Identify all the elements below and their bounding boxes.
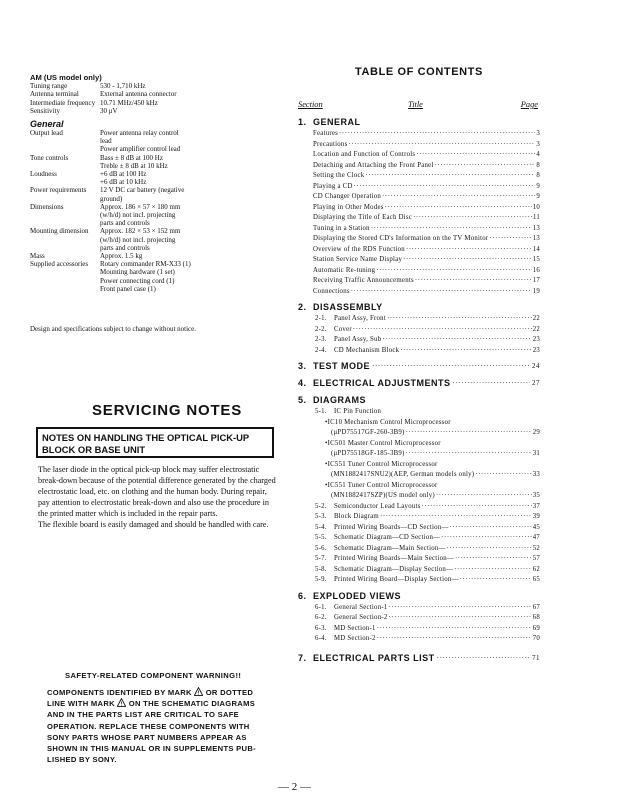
spec-label: Output lead bbox=[30, 129, 63, 138]
toc-entry-title: •IC10 Mechanism Control Microprocessor bbox=[325, 418, 451, 426]
toc-leader-dots bbox=[450, 523, 532, 534]
toc-entry bbox=[298, 460, 540, 471]
toc-leader-dots bbox=[460, 575, 532, 586]
general-spec-row bbox=[30, 227, 275, 252]
toc-entry-page: 14 bbox=[532, 245, 540, 253]
toc-leader-dots bbox=[437, 652, 530, 665]
page-number: — 2 — bbox=[278, 781, 311, 793]
safety-line: AND IN THE PARTS LIST ARE CRITICAL TO SAFE bbox=[47, 710, 240, 720]
toc-entry-title: Panel Assy, Sub bbox=[334, 336, 382, 343]
toc-col-section: Section bbox=[298, 100, 323, 109]
toc-entry-page: 39 bbox=[532, 513, 540, 520]
toc-entry-title: (μPD75517GF-260-3B9) bbox=[331, 429, 405, 436]
warning-triangle-icon bbox=[194, 687, 203, 696]
toc-entry-page: 33 bbox=[532, 471, 540, 478]
spec-value-line: +6 dB at 100 Hz bbox=[100, 170, 147, 179]
toc-leader-dots bbox=[400, 346, 531, 357]
toc-entry-title: IC Pin Function bbox=[334, 408, 382, 415]
spec-value bbox=[100, 186, 275, 202]
general-spec-row bbox=[30, 260, 275, 293]
toc-entry bbox=[298, 533, 540, 544]
toc-entry-title: Schematic Diagram—CD Section— bbox=[334, 534, 441, 541]
spec-value-line: Approx. 1.5 kg bbox=[100, 252, 143, 261]
toc-entry-page: 13 bbox=[532, 235, 540, 242]
toc-entry-page: 37 bbox=[532, 502, 540, 510]
toc-entry-page: 9 bbox=[536, 193, 540, 200]
toc-column-headers bbox=[298, 100, 538, 112]
toc-entry-code: 2-2. bbox=[315, 325, 327, 333]
toc-entry-title: Playing a CD bbox=[313, 182, 353, 190]
toc-entry bbox=[298, 502, 540, 513]
toc-entry bbox=[298, 554, 540, 565]
general-spec-row bbox=[30, 129, 275, 154]
toc-leader-dots bbox=[365, 171, 535, 182]
safety-lines bbox=[47, 709, 277, 765]
toc-entry bbox=[298, 314, 540, 325]
spec-value-line: Bass ± 8 dB at 100 Hz bbox=[100, 153, 163, 162]
toc-entry-title: Automatic Re-tuning bbox=[313, 266, 376, 274]
toc-leader-dots bbox=[453, 377, 530, 390]
spec-label: Tone controls bbox=[30, 153, 69, 162]
am-spec-row bbox=[30, 99, 275, 107]
toc-entry-code: 2-1. bbox=[315, 315, 327, 322]
toc-entry-title: Receiving Traffic Announcements bbox=[313, 277, 414, 284]
spec-value-line: Treble ± 8 dB at 10 kHz bbox=[100, 161, 168, 170]
toc-entry-page: 23 bbox=[532, 346, 540, 354]
toc-entry-title: Printed Wiring Board—Display Section— bbox=[334, 576, 459, 583]
toc-leader-dots bbox=[455, 554, 532, 565]
toc-entry-page: 68 bbox=[532, 614, 540, 621]
toc-entry bbox=[298, 325, 540, 336]
toc-leader-dots bbox=[389, 603, 532, 614]
toc-entry-page: 17 bbox=[532, 277, 540, 284]
spec-value-line: (w/h/d) not incl. projecting bbox=[100, 211, 176, 220]
toc-section-number: 1. bbox=[298, 117, 307, 127]
general-spec-row bbox=[30, 186, 275, 202]
toc-entry-code: 6-4. bbox=[315, 635, 327, 642]
toc-section-page: 71 bbox=[532, 653, 540, 662]
toc-section-title: GENERAL bbox=[313, 117, 361, 127]
toc-entry-page: 69 bbox=[532, 624, 540, 632]
toc-col-title: Title bbox=[408, 100, 423, 109]
toc-section-heading bbox=[298, 301, 540, 314]
toc-leader-dots bbox=[436, 491, 532, 502]
spec-label: Loudness bbox=[30, 170, 57, 179]
toc-entry-title: Setting the Clock bbox=[313, 172, 365, 179]
toc-entry bbox=[298, 449, 540, 460]
spec-value-line: lead bbox=[100, 137, 112, 146]
toc-section-page: 27 bbox=[532, 379, 540, 387]
toc-spacer bbox=[298, 645, 540, 652]
toc-entry-page: 35 bbox=[532, 492, 540, 499]
toc-leader-dots bbox=[454, 565, 532, 576]
toc-section-heading bbox=[298, 377, 540, 390]
toc-entry-page: 11 bbox=[532, 214, 540, 221]
toc-entry-title: Displaying the Stored CD's Information on the TV Monitor bbox=[313, 235, 489, 242]
general-spec-row bbox=[30, 154, 275, 170]
toc-entry-page: 16 bbox=[532, 266, 540, 274]
toc-entry-code: 5-2. bbox=[315, 502, 327, 510]
safety-line: SHOWN IN THIS MANUAL OR IN SUPPLEMENTS PUB- bbox=[47, 744, 256, 754]
toc-entry-page: 57 bbox=[532, 555, 540, 562]
general-spec-list bbox=[30, 129, 275, 293]
spec-value bbox=[100, 99, 275, 107]
toc-entry-page: 3 bbox=[536, 140, 540, 148]
am-spec-row bbox=[30, 82, 275, 90]
toc-entry-page: 65 bbox=[532, 576, 540, 583]
toc-entry-title: Precautions bbox=[313, 140, 348, 148]
toc-entry-title: Overview of the RDS Function bbox=[313, 245, 405, 253]
toc-entry-page: 8 bbox=[536, 172, 540, 179]
toc-entry-page: 3 bbox=[536, 130, 540, 137]
toc-leader-dots bbox=[406, 245, 532, 256]
toc-entry-page: 8 bbox=[536, 161, 540, 169]
spec-value-line: +6 dB at 10 kHz bbox=[100, 178, 147, 187]
safety-line: OPERATION. REPLACE THESE COMPONENTS WITH bbox=[47, 721, 250, 731]
toc-leader-dots bbox=[435, 161, 536, 172]
spec-label: Tuning range bbox=[30, 82, 68, 91]
spec-value-line: 10.71 MHz/450 kHz bbox=[100, 98, 158, 107]
notes-box-line-2: BLOCK OR BASE UNIT bbox=[42, 443, 146, 455]
toc-entry-title: MD Section-1 bbox=[334, 624, 376, 632]
toc-entry-code: 5-7. bbox=[315, 555, 327, 562]
spec-value-line: Approx. 182 × 53 × 152 mm bbox=[100, 227, 181, 236]
toc-leader-dots bbox=[353, 325, 532, 336]
toc-entry-code: 2-4. bbox=[315, 346, 327, 354]
spec-label: Antenna terminal bbox=[30, 90, 79, 99]
toc-entry-page: 70 bbox=[532, 635, 540, 642]
toc-entry-title: Cover bbox=[334, 325, 352, 333]
toc-entry bbox=[298, 171, 540, 182]
spec-value bbox=[100, 107, 275, 115]
spec-value-line: Front panel case (1) bbox=[100, 284, 156, 293]
toc-entry bbox=[298, 470, 540, 481]
safety-line-2: LINE WITH MARK ! ON THE SCHEMATIC DIAGRAMS bbox=[47, 699, 256, 709]
toc-entry bbox=[298, 150, 540, 161]
toc-section-number: 4. bbox=[298, 378, 307, 388]
toc-entry-title: CD Changer Operation bbox=[313, 193, 382, 200]
spec-value-line: Approx. 186 × 57 × 180 mm bbox=[100, 202, 181, 211]
toc-section-title: TEST MODE bbox=[313, 361, 371, 371]
spec-value bbox=[100, 90, 275, 98]
spec-change-note: Design and specifications subject to change without notice. bbox=[30, 325, 197, 333]
spec-label: Dimensions bbox=[30, 202, 64, 211]
spec-value bbox=[100, 227, 275, 252]
spec-label: Sensitivity bbox=[30, 106, 60, 115]
toc-entry-title: Printed Wiring Boards—Main Section— bbox=[334, 555, 454, 562]
spec-value-line: parts and controls bbox=[100, 219, 150, 228]
spec-label: Mounting dimension bbox=[30, 227, 89, 236]
toc-entry-page: 47 bbox=[532, 534, 540, 541]
toc-entry bbox=[298, 346, 540, 357]
toc-leader-dots bbox=[385, 203, 532, 214]
toc-section-title: DISASSEMBLY bbox=[313, 302, 383, 312]
toc-entry-page: 62 bbox=[532, 565, 540, 573]
toc-entry bbox=[298, 224, 540, 235]
toc-entry-page: 29 bbox=[532, 429, 540, 436]
toc-leader-dots bbox=[377, 634, 532, 645]
toc-entry-code: 5-4. bbox=[315, 523, 327, 531]
toc-entry bbox=[298, 544, 540, 555]
toc-entry-code: 5-6. bbox=[315, 544, 327, 552]
toc-entry-code: 6-1. bbox=[315, 603, 327, 611]
toc-entry bbox=[298, 255, 540, 266]
toc-entry-title: •IC551 Tuner Control Microprocessor bbox=[325, 460, 438, 468]
spec-label: Intermediate frequency bbox=[30, 98, 96, 107]
toc-entry bbox=[298, 634, 540, 645]
toc-entry-title: Panel Assy, Front bbox=[334, 315, 386, 322]
toc-leader-dots bbox=[415, 276, 532, 287]
toc-section-number: 5. bbox=[298, 395, 307, 405]
toc-section-number: 2. bbox=[298, 302, 307, 312]
toc-list bbox=[298, 116, 540, 665]
spec-label: Supplied accessories bbox=[30, 260, 89, 269]
toc-entry-code: 5-5. bbox=[315, 534, 327, 541]
spec-value bbox=[100, 129, 275, 154]
toc-entry-code: 5-8. bbox=[315, 565, 327, 573]
toc-section-title: ELECTRICAL ADJUSTMENTS bbox=[313, 378, 451, 388]
spec-value-line: Rotary commander RM-X33 (1) bbox=[100, 260, 191, 269]
toc-entry bbox=[298, 575, 540, 586]
toc-entry bbox=[298, 192, 540, 203]
flexible-board-paragraph: The flexible board is easily damaged and should be handled with care. bbox=[38, 520, 269, 529]
warning-triangle-icon bbox=[117, 698, 126, 707]
spec-value-line: ground) bbox=[100, 194, 123, 203]
toc-entry-title: Semiconductor Lead Layouts bbox=[334, 502, 421, 510]
safety-line: LISHED BY SONY. bbox=[47, 755, 117, 765]
toc-col-page: Page bbox=[520, 100, 538, 109]
spec-value-line: Power amplifier control lead bbox=[100, 145, 181, 154]
toc-entry-title: General Section-2 bbox=[334, 614, 388, 621]
toc-entry-page: 9 bbox=[536, 182, 540, 190]
toc-leader-dots bbox=[371, 224, 532, 235]
toc-entry-title: •IC501 Master Control Microprocessor bbox=[325, 439, 441, 447]
toc-entry bbox=[298, 245, 540, 256]
safety-warning-body bbox=[47, 687, 277, 765]
general-spec-row bbox=[30, 203, 275, 228]
toc-entry-page: 10 bbox=[532, 203, 540, 211]
spec-value-line: Mounting hardware (1 set) bbox=[100, 268, 175, 277]
toc-entry-title: Schematic Diagram—Main Section— bbox=[334, 544, 446, 552]
toc-leader-dots bbox=[406, 428, 532, 439]
optical-pickup-notes-box bbox=[36, 427, 274, 458]
toc-entry-page: 15 bbox=[532, 256, 540, 263]
toc-leader-dots bbox=[447, 544, 532, 555]
toc-leader-dots bbox=[413, 213, 532, 224]
toc-entry bbox=[298, 203, 540, 214]
toc-entry bbox=[298, 613, 540, 624]
toc-entry-code: 5-3. bbox=[315, 513, 327, 520]
toc-entry-code: 6-3. bbox=[315, 624, 327, 632]
toc-entry bbox=[298, 234, 540, 245]
spec-value bbox=[100, 82, 275, 90]
toc-entry-title: Station Service Name Display bbox=[313, 256, 403, 263]
general-spec-row bbox=[30, 170, 275, 186]
toc-entry bbox=[298, 140, 540, 151]
toc-leader-dots bbox=[382, 192, 535, 203]
spec-value-line: 530 - 1,710 kHz bbox=[100, 82, 146, 91]
spec-value-line: Power antenna relay control bbox=[100, 129, 179, 138]
toc-entry bbox=[298, 266, 540, 277]
toc-entry bbox=[298, 624, 540, 635]
toc-entry-page: 4 bbox=[536, 151, 540, 158]
toc-entry bbox=[298, 523, 540, 534]
toc-entry-code: 5-1. bbox=[315, 408, 327, 415]
toc-section-title: DIAGRAMS bbox=[313, 395, 366, 405]
toc-entry-page: 52 bbox=[532, 544, 540, 552]
spec-value-line: parts and controls bbox=[100, 243, 150, 252]
toc-leader-dots bbox=[441, 533, 532, 544]
toc-leader-dots bbox=[475, 470, 531, 481]
toc-leader-dots bbox=[422, 502, 532, 513]
am-heading: AM (US model only) bbox=[30, 73, 102, 82]
toc-title: TABLE OF CONTENTS bbox=[355, 66, 483, 78]
toc-section-heading bbox=[298, 590, 540, 603]
toc-section-heading bbox=[298, 652, 540, 665]
toc-entry bbox=[298, 603, 540, 614]
toc-leader-dots bbox=[376, 266, 531, 277]
general-heading: General bbox=[30, 119, 64, 130]
am-spec-row bbox=[30, 90, 275, 98]
toc-entry-title: General Section-1 bbox=[334, 603, 388, 611]
spec-value bbox=[100, 260, 275, 293]
toc-leader-dots bbox=[339, 129, 535, 140]
spec-value-line: (w/h/d) not incl. projecting bbox=[100, 235, 176, 244]
toc-entry bbox=[298, 213, 540, 224]
toc-section-heading bbox=[298, 394, 540, 407]
safety-line: SONY PARTS WHOSE PART NUMBERS APPEAR AS bbox=[47, 732, 247, 742]
toc-entry-page: 22 bbox=[532, 325, 540, 333]
spec-value bbox=[100, 252, 275, 260]
laser-diode-paragraph: The laser diode in the optical pick-up block may suffer electrostatic break-down because of the potential difference generated by the charged electrostatic load, etc. on clothing and the human body. During repair, pay attention to electrostatic break-down and also use the procedure in the printed matter which is included in the repair parts. bbox=[38, 465, 276, 518]
safety-line-1: COMPONENTS IDENTIFIED BY MARK ! OR DOTTED bbox=[47, 688, 254, 697]
servicing-notes-title: SERVICING NOTES bbox=[91, 402, 243, 419]
toc-leader-dots bbox=[377, 624, 532, 635]
safety-warning-title: SAFETY-RELATED COMPONENT WARNING!! bbox=[65, 671, 242, 680]
toc-leader-dots bbox=[380, 512, 532, 523]
spec-value bbox=[100, 203, 275, 228]
spec-value bbox=[100, 154, 275, 170]
toc-entry-code: 6-2. bbox=[315, 614, 327, 621]
toc-leader-dots bbox=[351, 287, 532, 298]
toc-entry-title: Detaching and Attaching the Front Panel bbox=[313, 161, 434, 169]
spec-value-line: 12 V DC car battery (negative bbox=[100, 186, 185, 195]
toc-entry bbox=[298, 491, 540, 502]
toc-leader-dots bbox=[406, 449, 532, 460]
toc-entry-title: Connections bbox=[313, 287, 350, 295]
spec-value-line: 30 μV bbox=[100, 106, 118, 115]
toc-entry bbox=[298, 407, 540, 418]
toc-entry-title: Block Diagram bbox=[334, 513, 379, 520]
toc-entry-title: Features bbox=[313, 130, 339, 137]
toc-section-title: EXPLODED VIEWS bbox=[313, 590, 402, 601]
toc-entry-title: Tuning in a Station bbox=[313, 224, 370, 232]
spec-value-line: External antenna connector bbox=[100, 90, 177, 99]
toc-leader-dots bbox=[372, 360, 530, 373]
toc-leader-dots bbox=[387, 314, 532, 325]
toc-leader-dots bbox=[489, 234, 531, 245]
toc-section-number: 3. bbox=[298, 361, 307, 371]
am-spec-list bbox=[30, 82, 275, 115]
toc-leader-dots bbox=[348, 140, 535, 151]
toc-entry-page: 13 bbox=[532, 224, 540, 232]
toc-entry-title: Playing in Other Modes bbox=[313, 203, 384, 211]
general-spec-row bbox=[30, 252, 275, 260]
toc-entry bbox=[298, 418, 540, 429]
toc-section-number: 6. bbox=[298, 590, 307, 601]
toc-entry-page: 22 bbox=[532, 315, 540, 322]
toc-entry bbox=[298, 512, 540, 523]
toc-entry-page: 45 bbox=[532, 523, 540, 531]
toc-leader-dots bbox=[403, 255, 532, 266]
toc-entry-page: 19 bbox=[532, 287, 540, 295]
toc-entry-title: (μPD75518GF-185-3B9) bbox=[331, 450, 405, 457]
toc-entry bbox=[298, 182, 540, 193]
toc-entry-title: (MN1882417SZP)(US model only) bbox=[331, 492, 435, 499]
toc-entry-code: 2-3. bbox=[315, 336, 327, 343]
spec-label: Mass bbox=[30, 252, 45, 261]
toc-section-number: 7. bbox=[298, 652, 307, 663]
toc-entry bbox=[298, 129, 540, 140]
toc-section-page: 24 bbox=[532, 362, 540, 370]
toc-entry-title: •IC551 Tuner Control Microprocessor bbox=[325, 481, 438, 489]
toc-entry-page: 23 bbox=[532, 336, 540, 343]
toc-entry bbox=[298, 335, 540, 346]
notes-box-line-1: NOTES ON HANDLING THE OPTICAL PICK-UP bbox=[42, 432, 250, 443]
toc-entry-page: 67 bbox=[532, 603, 540, 611]
specifications bbox=[30, 74, 275, 293]
toc-entry-title: Schematic Diagram—Display Section— bbox=[334, 565, 454, 573]
toc-entry-title: (MN1882417SNU2)(AEP, German models only) bbox=[331, 471, 475, 478]
toc-entry-page: 31 bbox=[532, 450, 540, 457]
toc-entry bbox=[298, 481, 540, 492]
toc-entry-code: 5-9. bbox=[315, 576, 327, 583]
toc-entry bbox=[298, 276, 540, 287]
spec-value bbox=[100, 170, 275, 186]
svg-text:!: ! bbox=[120, 701, 123, 708]
spec-label: Power requirements bbox=[30, 186, 87, 195]
toc-entry-title: Displaying the Title of Each Disc bbox=[313, 214, 413, 221]
am-spec-row bbox=[30, 107, 275, 115]
toc-leader-dots bbox=[416, 150, 535, 161]
toc-entry-title: Location and Function of Controls bbox=[313, 151, 416, 158]
toc-section-heading bbox=[298, 116, 540, 129]
toc-entry bbox=[298, 287, 540, 298]
toc-leader-dots bbox=[382, 335, 531, 346]
toc-entry-title: MD Section-2 bbox=[334, 635, 376, 642]
toc-section-heading bbox=[298, 360, 540, 373]
toc-leader-dots bbox=[354, 182, 536, 193]
toc-entry-title: CD Mechanism Block bbox=[334, 346, 400, 354]
toc-entry bbox=[298, 161, 540, 172]
toc-entry bbox=[298, 439, 540, 450]
toc-entry-title: Printed Wiring Boards—CD Section— bbox=[334, 523, 449, 531]
toc-entry bbox=[298, 565, 540, 576]
toc-leader-dots bbox=[389, 613, 532, 624]
servicing-notes-body bbox=[38, 464, 276, 530]
spec-value-line: Power connecting cord (1) bbox=[100, 276, 175, 285]
toc-entry bbox=[298, 428, 540, 439]
svg-text:!: ! bbox=[197, 690, 200, 696]
toc-section-title: ELECTRICAL PARTS LIST bbox=[313, 652, 435, 663]
